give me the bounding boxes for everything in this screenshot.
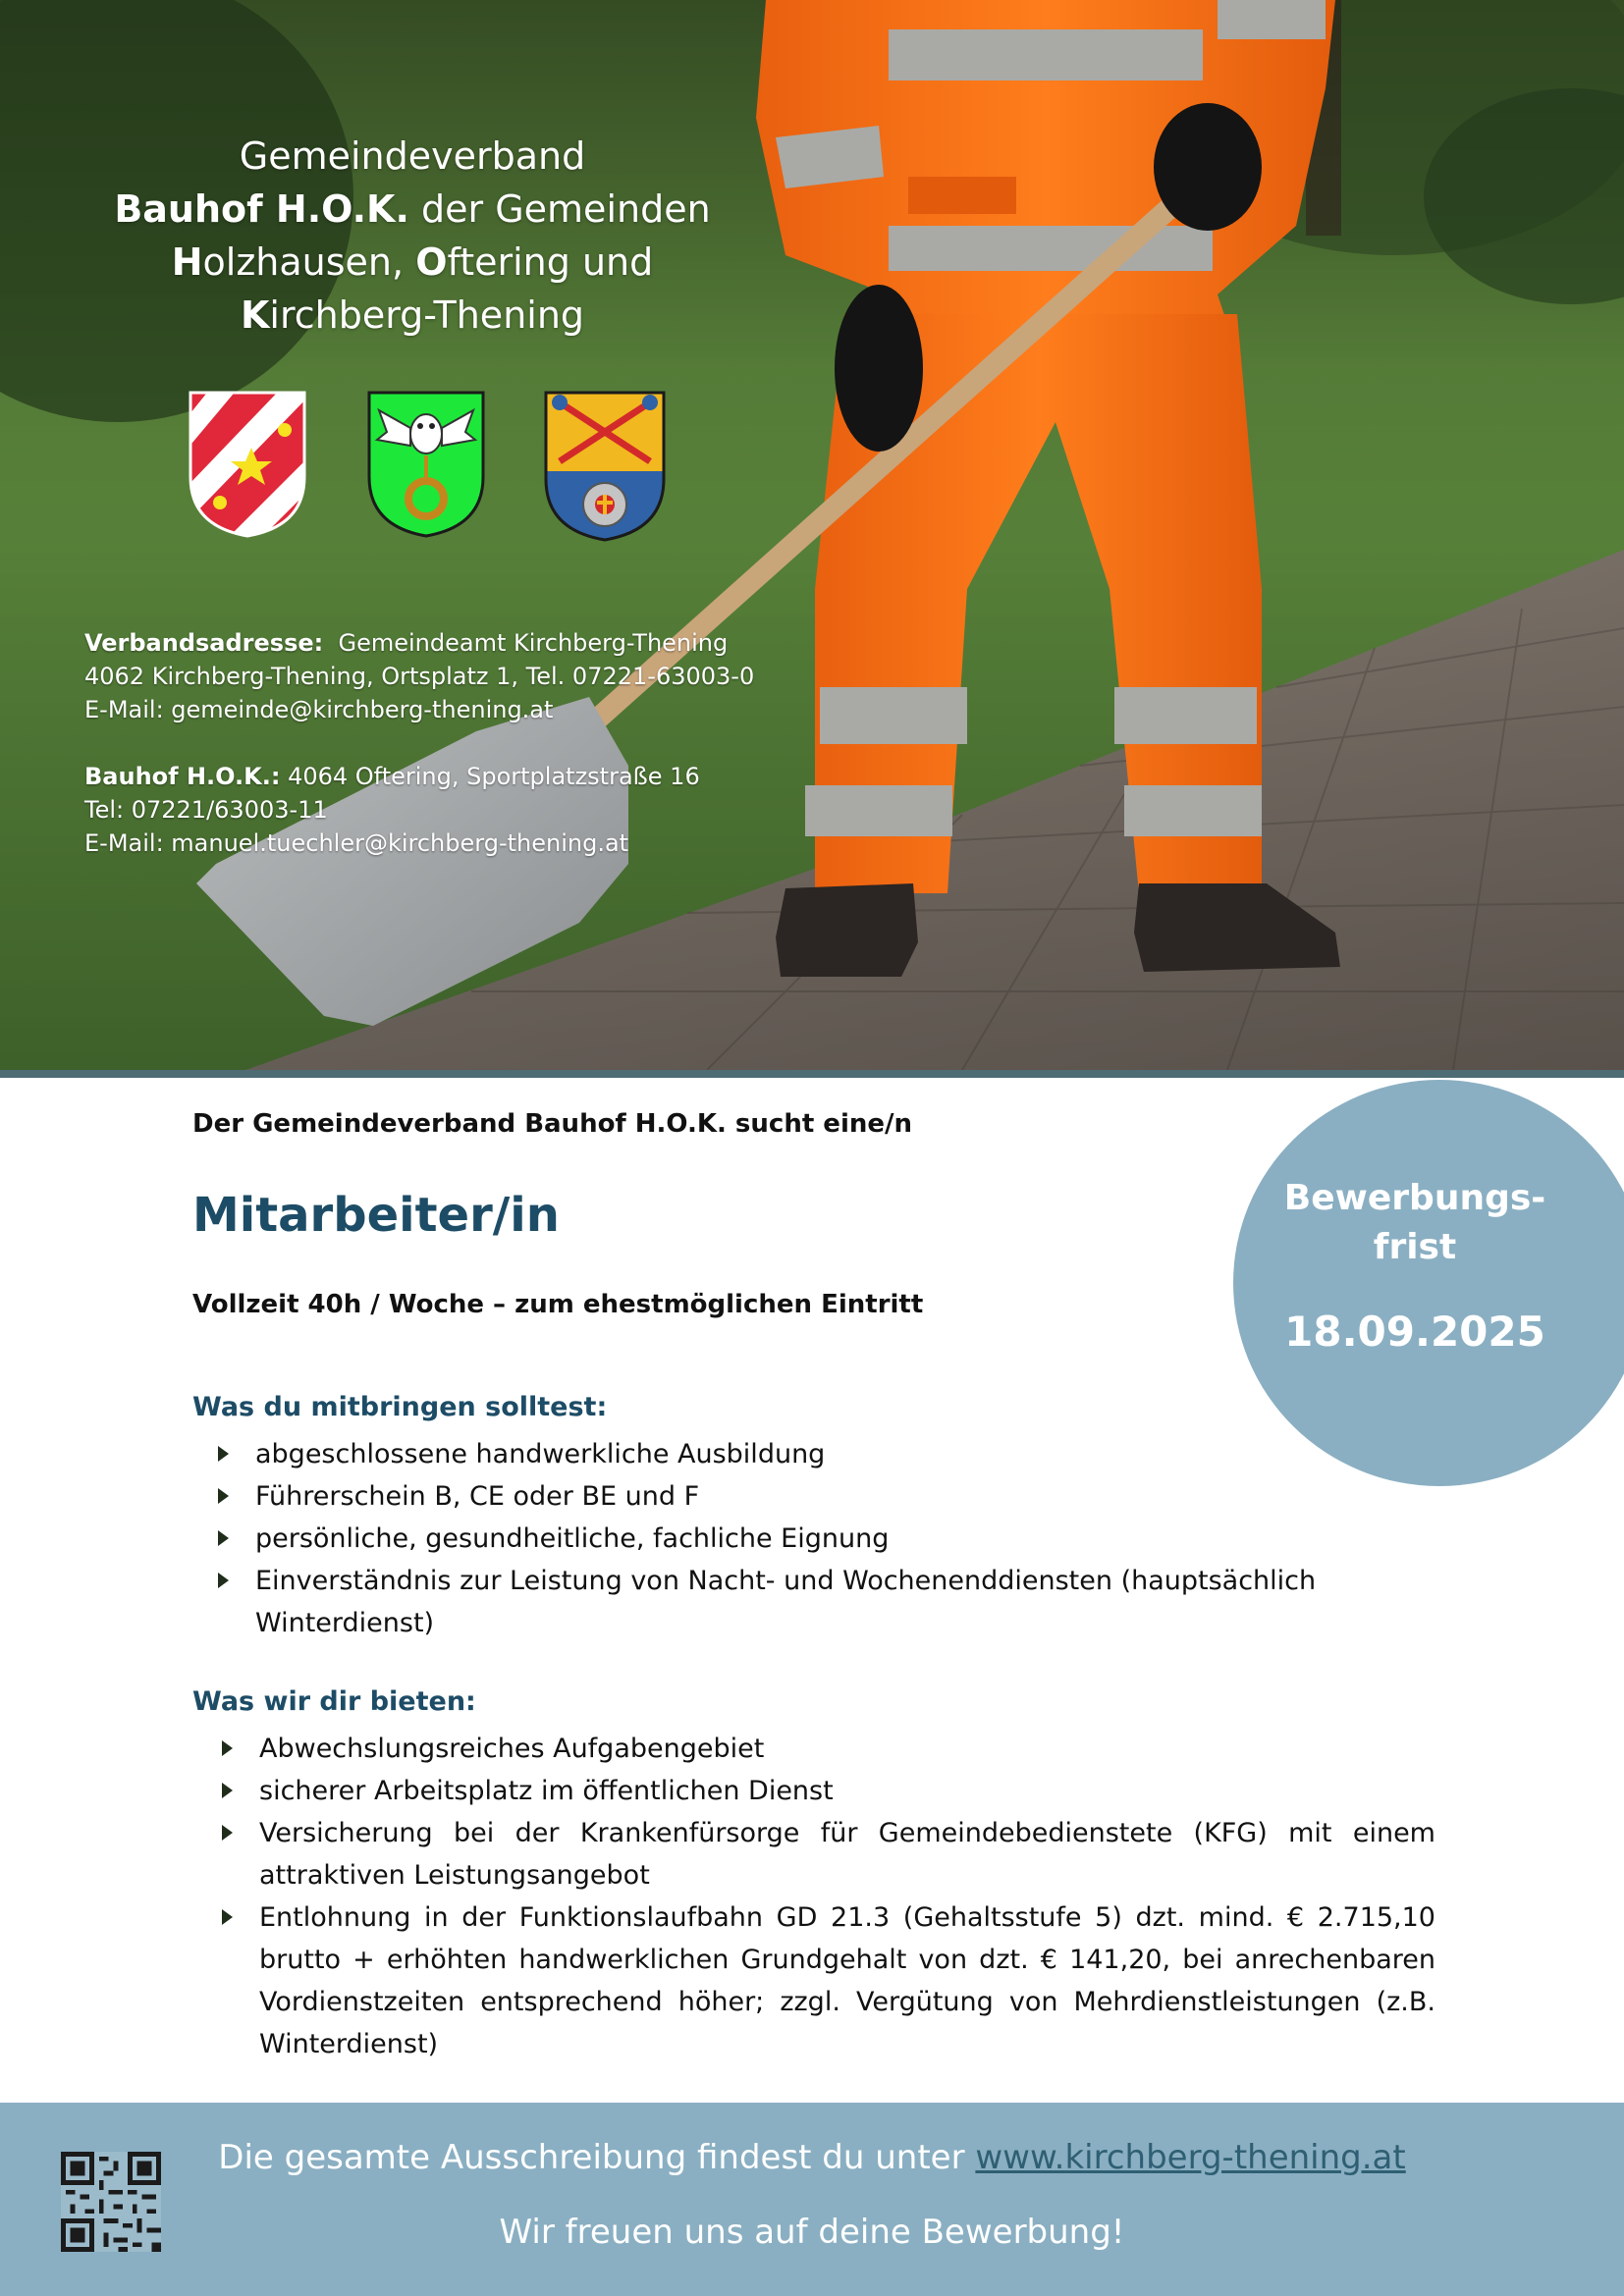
bullet-arrow-icon (218, 1573, 229, 1588)
title-kirchberg: irchberg-Thening (269, 294, 585, 337)
list-item-text: Abwechslungsreiches Aufgabengebiet (259, 1734, 765, 1764)
hero-divider (0, 1070, 1624, 1078)
title-line-1: Gemeindeverband (239, 134, 586, 178)
title-initial-o: O (415, 240, 448, 284)
job-title: Mitarbeiter/in (192, 1188, 560, 1243)
title-line-2-rest: der Gemeinden (408, 187, 711, 231)
title-holzhausen: olzhausen, (202, 240, 416, 284)
verband-address-line (84, 626, 754, 660)
contact-spacer (84, 726, 754, 760)
footer-closing: Wir freuen uns auf deine Bewerbung! (499, 2213, 1125, 2252)
bullet-arrow-icon (222, 1909, 233, 1925)
requirements-heading: Was du mitbringen solltest: (192, 1392, 608, 1422)
bullet-arrow-icon (222, 1740, 233, 1756)
bullet-arrow-icon (218, 1446, 229, 1462)
contact-block (84, 626, 754, 860)
holzhausen-crest-icon (187, 389, 308, 540)
bauhof-address: 4064 Oftering, Sportplatzstraße 16 (280, 763, 700, 790)
job-intro: Der Gemeindeverband Bauhof H.O.K. sucht eine/n (192, 1109, 913, 1139)
list-item (214, 1560, 1343, 1644)
bauhof-address-line (84, 760, 754, 793)
deadline-date: 18.09.2025 (1284, 1308, 1545, 1356)
job-subline: Vollzeit 40h / Woche – zum ehestmöglichen Eintritt (192, 1290, 924, 1319)
title-oftering: ftering und (447, 240, 654, 284)
list-item (218, 1896, 1435, 2065)
list-item-text: Führerschein B, CE oder BE und F (255, 1481, 700, 1512)
title-initial-h: H (171, 240, 203, 284)
title-line-2 (79, 183, 746, 236)
list-item (214, 1518, 1343, 1560)
verband-name: Gemeindeamt Kirchberg-Thening (323, 629, 729, 657)
deadline-label-line-1: Bewerbungs- (1283, 1178, 1546, 1218)
footer-info-text: Die gesamte Ausschreibung findest du unter (218, 2138, 976, 2177)
offers-heading: Was wir dir bieten: (192, 1686, 476, 1717)
kirchberg-thening-crest-icon (542, 389, 668, 544)
bauhof-tel: Tel: 07221/63003-11 (84, 796, 328, 824)
organization-title (79, 130, 746, 342)
list-item (214, 1475, 1343, 1518)
list-item-text: abgeschlossene handwerkliche Ausbildung (255, 1439, 826, 1469)
list-item (218, 1770, 1435, 1812)
deadline-label-line-2: frist (1373, 1227, 1457, 1267)
list-item (218, 1728, 1435, 1770)
list-item-text: sicherer Arbeitsplatz im öffentlichen Dienst (259, 1776, 834, 1806)
footer-banner (0, 2103, 1624, 2296)
title-initial-k: K (240, 294, 270, 337)
verband-address: 4062 Kirchberg-Thening, Ortsplatz 1, Tel. 07221-63003-0 (84, 663, 755, 690)
title-line-3 (79, 236, 746, 289)
oftering-crest-icon (365, 389, 487, 540)
verband-email[interactable]: E-Mail: gemeinde@kirchberg-thening.at (84, 696, 554, 723)
bullet-arrow-icon (222, 1825, 233, 1841)
municipality-crests (187, 389, 677, 546)
title-line-4 (79, 289, 746, 342)
title-bauhof-name: Bauhof H.O.K. (114, 187, 409, 231)
deadline-badge (1233, 1080, 1624, 1486)
bullet-arrow-icon (218, 1530, 229, 1546)
list-item-text: Versicherung bei der Krankenfürsorge für Gemeindebedienstete (KFG) mit einem attraktiven Leistungsangebot (259, 1818, 1435, 1891)
list-item (218, 1812, 1435, 1896)
footer-info-line (0, 2138, 1624, 2177)
deadline-label (1233, 1174, 1597, 1272)
website-link[interactable]: www.kirchberg-thening.at (975, 2138, 1406, 2177)
bauhof-label: Bauhof H.O.K.: (84, 763, 281, 790)
list-item-text: Einverständnis zur Leistung von Nacht- und Wochenenddiensten (hauptsächlich Winterdienst) (255, 1566, 1317, 1638)
list-item (214, 1433, 1343, 1475)
list-item-text: Entlohnung in der Funktionslaufbahn GD 21.3 (Gehaltsstufe 5) dzt. mind. € 2.715,10 brutto + erhöhten handwerklichen Grundgehalt von dzt. € 141,20, bei anrechenbaren Vordienstzeiten entsprechend höher; zzgl. Vergütung von Mehrdienstleistungen (z.B. Winterdienst) (259, 1902, 1435, 2059)
bullet-arrow-icon (218, 1488, 229, 1504)
offers-list (218, 1728, 1435, 2065)
requirements-list (214, 1433, 1343, 1644)
verband-label: Verbandsadresse: (84, 629, 324, 657)
bullet-arrow-icon (222, 1783, 233, 1798)
bauhof-email[interactable]: E-Mail: manuel.tuechler@kirchberg-thening.at (84, 829, 629, 857)
list-item-text: persönliche, gesundheitliche, fachliche Eignung (255, 1523, 890, 1554)
